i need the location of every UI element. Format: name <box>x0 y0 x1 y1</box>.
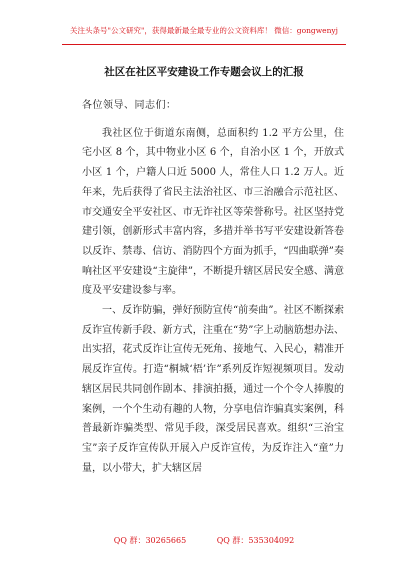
paragraph-intro: 我社区位于街道东南侧，总面积约 1.2 平方公里，住宅小区 8 个，其中物业小区 6 个，自治小区 1 个，开放式小区 1 个，户籍人口近 5000 人，常住人口 1.2 万人。近年来，先后获得了省民主法治社区、市三治融合示范社区、市交通安全平安社区、市无诈社区等荣誉称号。社区坚持党建引领，创新形式丰富内容，多措并举书写平安建设新答卷以反诈、禁毒、信访、消防四个方面为抓手，“四曲联弹”奏响社区平安建设“主旋律”，不断提升辖区居民安全感、满意度及平安建设参与率。 <box>82 127 344 297</box>
header-divider <box>62 44 346 45</box>
document-title: 社区在社区平安建设工作专题会议上的汇报 <box>104 66 304 78</box>
footer-qq-group-1: QQ 群：30265665 <box>113 536 187 545</box>
paragraph-section-one: 一、反诈防骗，弹好预防宣传“前奏曲”。社区不断探索反诈宣传新手段、新方式，注重在“势”字上动脑筋想办法、出实招，花式反诈让宣传无死角、接地气、入民心，精准开展反诈宣传。打造“桐城‘梧’诈”系列反诈短视频项目。发动辖区居民共同创作剧本、排演拍摄，通过一个个令人捧腹的案例，一个个生动有趣的人物，分享电信诈骗真实案例，科普最新诈骗类型、常见手段，深受居民喜欢。组织“三治宝宝”亲子反诈宣传队开展入户反诈宣传，为反诈注入“童”力量，以小带大，扩大辖区居 <box>82 305 344 474</box>
salutation: 各位领导、同志们： <box>82 100 177 111</box>
footer-qq-group-2: QQ 群：535304092 <box>216 536 295 545</box>
header-banner: 关注头条号"公文研究"，获得最新最全最专业的公文资料库！ 微信：gongwenyj <box>70 26 338 35</box>
footer-banner <box>0 535 408 546</box>
document-body <box>82 96 344 478</box>
